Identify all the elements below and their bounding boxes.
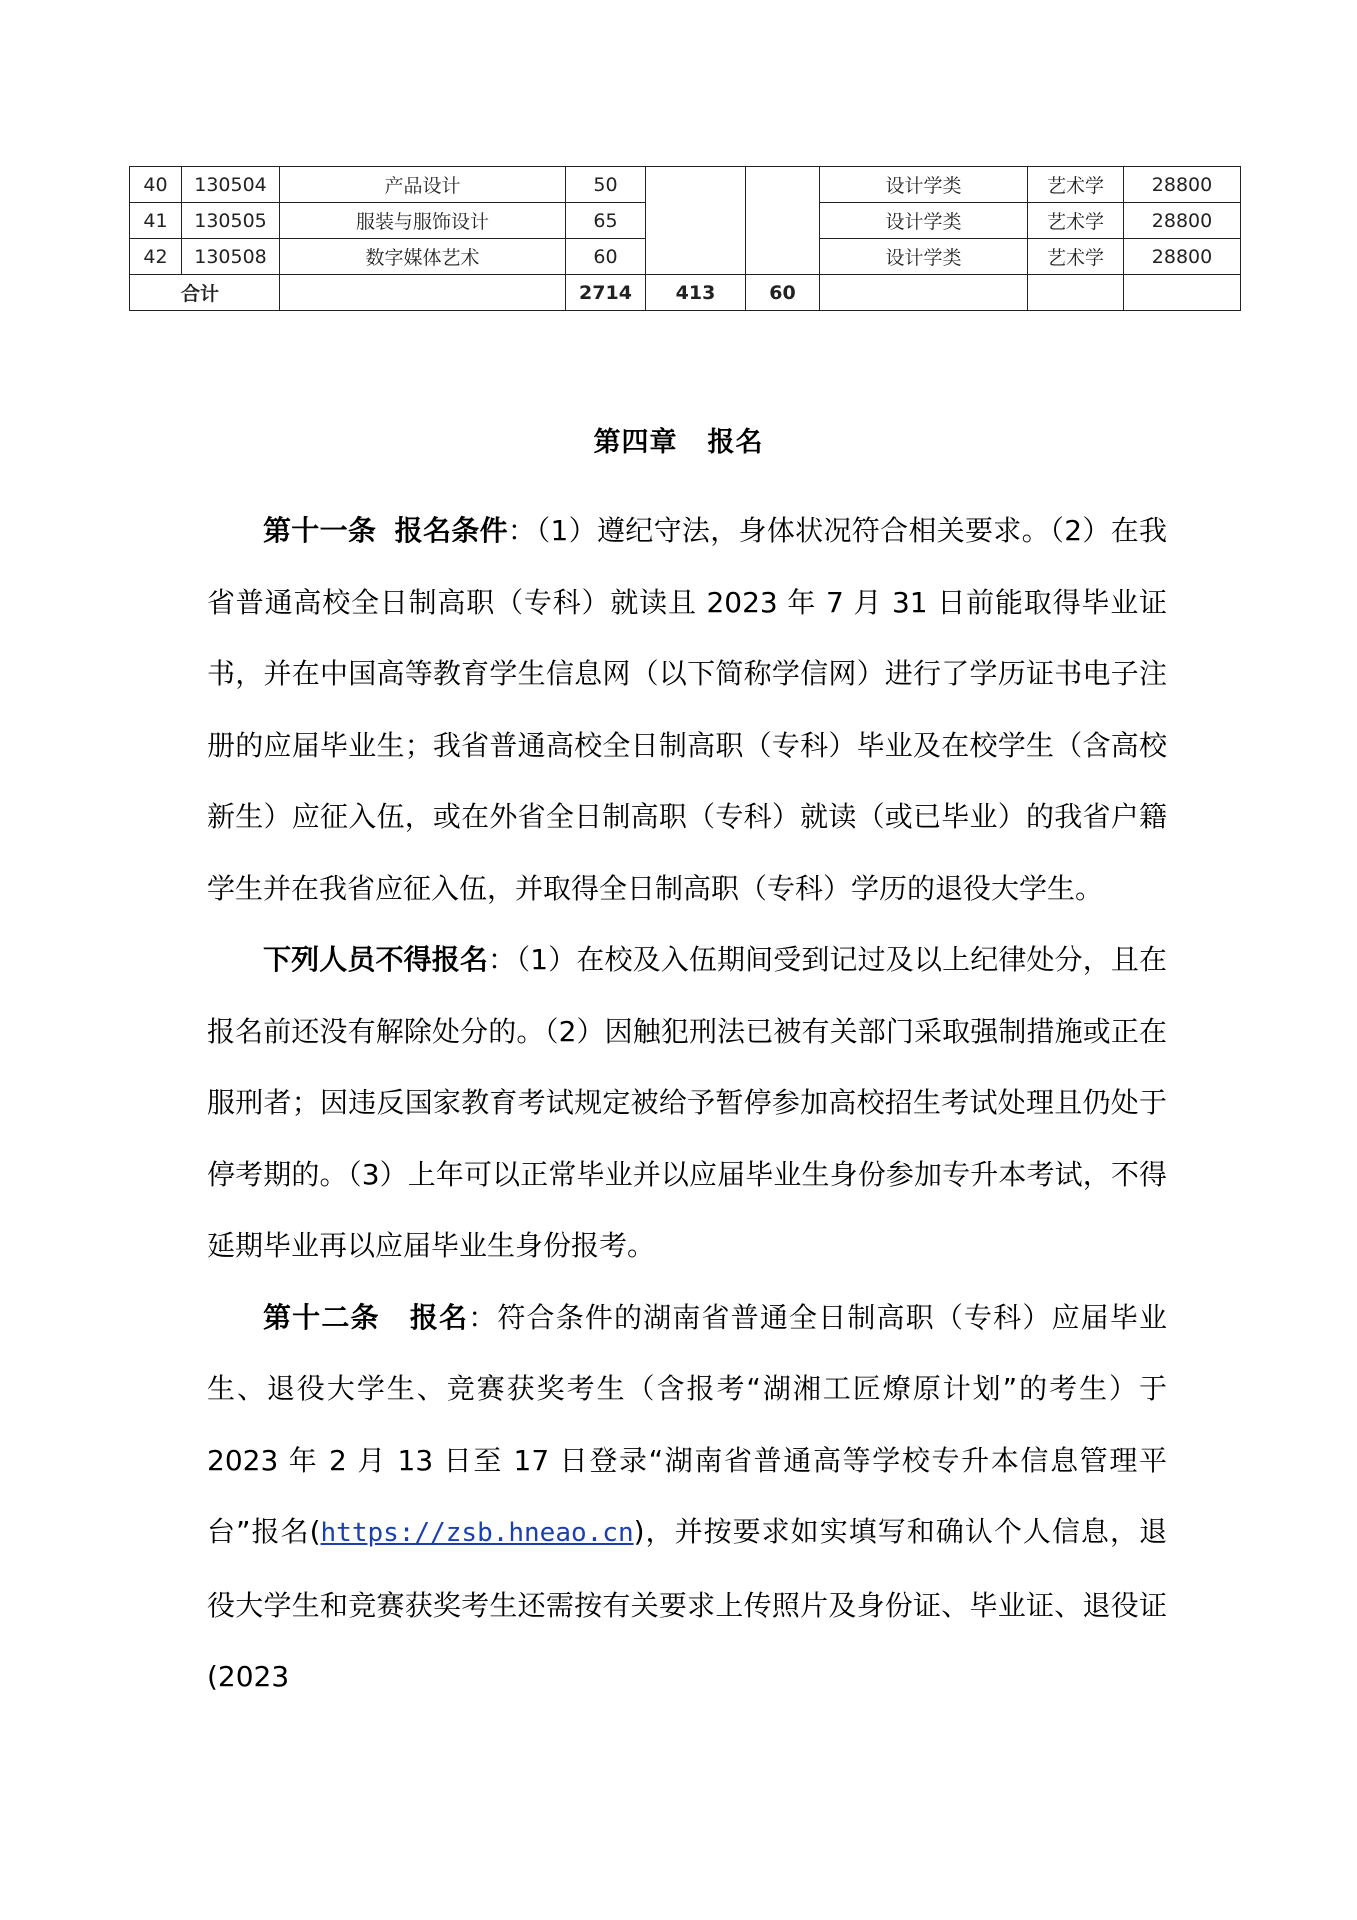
row-number: 41 — [130, 203, 182, 239]
merged-cell-f — [746, 167, 820, 275]
article-12-heading: 第十二条 — [263, 1300, 380, 1334]
table-row — [130, 167, 1241, 203]
row-number: 42 — [130, 239, 182, 275]
exclusion-text: ：（1）在校及入伍期间受到记过及以上纪律处分，且在报名前还没有解除处分的。（2）因触犯刑法已被有关部门采取强制措施或正在服刑者；因违反国家教育考试规定被给予暂停参加高校招生考试处理且仍处于停考期的。（3）上年可以正常毕业并以应届毕业生身份参加专升本考试，不得延期毕业再以应届毕业生身份报考。 — [207, 943, 1167, 1262]
row-number: 40 — [130, 167, 182, 203]
article-11-heading: 第十一条 — [263, 514, 377, 547]
article-12-text-before: ：符合条件的湖南省普通全日制高职（专科）应届毕业生、退役大学生、竞赛获奖考生（含报考“湖湘工匠燎原计划”的考生）于 2023 年 2 月 13 日至 17 日登录“湖南省普通高等学校专升本信息管理平台”报名( — [207, 1300, 1167, 1548]
article-11 — [207, 495, 1167, 924]
total-col-e: 413 — [646, 275, 746, 311]
merged-cell-e — [646, 167, 746, 275]
empty-cell — [1124, 275, 1241, 311]
tuition-fee: 28800 — [1124, 203, 1241, 239]
empty-cell — [820, 275, 1028, 311]
major-category: 设计学类 — [820, 167, 1028, 203]
major-code: 130508 — [182, 239, 280, 275]
tuition-fee: 28800 — [1124, 239, 1241, 275]
article-11-text: ：（1）遵纪守法，身体状况符合相关要求。（2）在我省普通高校全日制高职（专科）就读且 2023 年 7 月 31 日前能取得毕业证书，并在中国高等教育学生信息网（以下简称学信网）进行了学历证书电子注册的应届毕业生；我省普通高校全日制高职（专科）毕业及在校学生（含高校新生）应征入伍，或在外省全日制高职（专科）就读（或已毕业）的我省户籍学生并在我省应征入伍，并取得全日制高职（专科）学历的退役大学生。 — [207, 514, 1167, 905]
plan-count: 50 — [566, 167, 646, 203]
exclusion-title: 下列人员不得报名 — [263, 943, 489, 976]
major-category: 设计学类 — [820, 203, 1028, 239]
document-body — [207, 495, 1167, 1713]
total-plan: 2714 — [566, 275, 646, 311]
total-col-f: 60 — [746, 275, 820, 311]
major-code: 130504 — [182, 167, 280, 203]
major-name: 服装与服饰设计 — [280, 203, 566, 239]
plan-count: 65 — [566, 203, 646, 239]
article-11-title: 报名条件 — [394, 514, 508, 547]
chapter-heading — [0, 420, 1357, 459]
discipline: 艺术学 — [1028, 167, 1124, 203]
major-name: 产品设计 — [280, 167, 566, 203]
tuition-fee: 28800 — [1124, 167, 1241, 203]
major-plan-table — [129, 166, 1241, 311]
major-code: 130505 — [182, 203, 280, 239]
table-total-row — [130, 275, 1241, 311]
empty-cell — [1028, 275, 1124, 311]
major-name: 数字媒体艺术 — [280, 239, 566, 275]
registration-link[interactable]: https://zsb.hneao.cn — [320, 1518, 634, 1548]
chapter-title: 报名 — [707, 427, 764, 458]
plan-count: 60 — [566, 239, 646, 275]
article-12 — [207, 1282, 1167, 1713]
discipline: 艺术学 — [1028, 239, 1124, 275]
chapter-number: 第四章 — [593, 427, 678, 458]
article-12-title: 报名 — [409, 1300, 469, 1334]
major-category: 设计学类 — [820, 239, 1028, 275]
discipline: 艺术学 — [1028, 203, 1124, 239]
empty-cell — [280, 275, 566, 311]
exclusion-paragraph — [207, 924, 1167, 1282]
article-12-text-after: )，并按要求如实填写和确认个人信息，退役大学生和竞赛获奖考生还需按有关要求上传照片及身份证、毕业证、退役证(2023 — [207, 1515, 1167, 1693]
total-label: 合计 — [130, 275, 280, 311]
